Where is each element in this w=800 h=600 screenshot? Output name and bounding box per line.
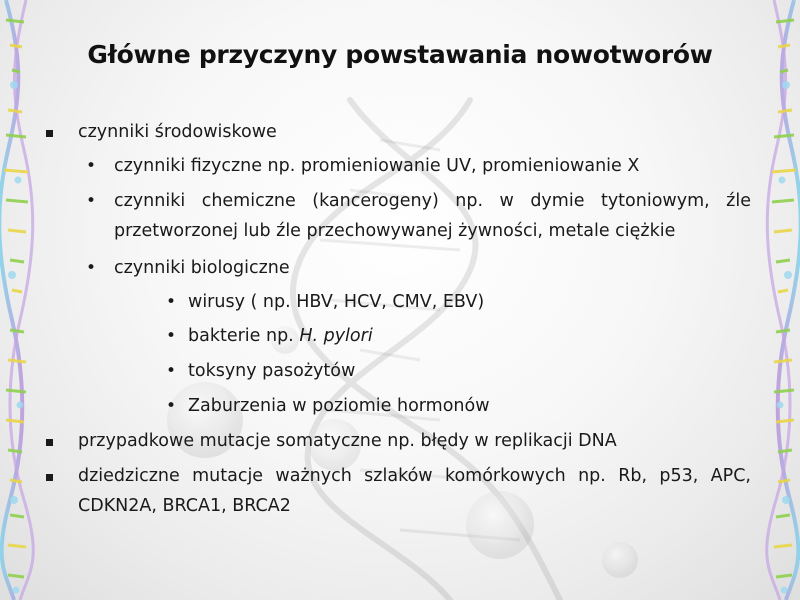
list-item (166, 323, 751, 349)
list-item (46, 463, 751, 521)
round-bullet-icon: • (166, 396, 177, 416)
right-dna-strand (767, 0, 800, 600)
list-item (166, 289, 751, 315)
bacteria-label: bakterie np. (188, 326, 300, 346)
item-viruses: wirusy ( np. HBV, HCV, CMV, EBV) (188, 292, 485, 312)
item-environmental-factors: czynniki środowiskowe (78, 122, 277, 142)
item-chemical-factors: czynniki chemiczne (kancerogeny) np. w dymie tytoniowym, źle przetworzonej lub źle przechowywanej żywności, metale ciężkie (114, 191, 751, 241)
round-bullet-icon: • (86, 156, 97, 176)
square-bullet-icon (46, 474, 53, 481)
square-bullet-icon (46, 439, 53, 446)
item-hormone-disorders: Zaburzenia w poziomie hormonów (188, 396, 490, 416)
round-bullet-icon: • (86, 258, 97, 278)
item-physical-factors: czynniki fizyczne np. promieniowanie UV, promieniowanie X (114, 156, 640, 176)
round-bullet-icon: • (166, 292, 177, 312)
left-dna-strand (0, 0, 33, 600)
slide-title: Główne przyczyny powstawania nowotworów (87, 40, 713, 69)
item-somatic-mutations: przypadkowe mutacje somatyczne np. błędy w replikacji DNA (78, 431, 617, 451)
item-parasite-toxins: toksyny pasożytów (188, 361, 356, 381)
bacteria-name: H. pylori (299, 326, 373, 346)
item-bacteria (188, 323, 751, 349)
square-bullet-icon (46, 130, 53, 137)
list-item (86, 153, 751, 179)
item-biological-factors: czynniki biologiczne (114, 258, 290, 278)
round-bullet-icon: • (166, 361, 177, 381)
item-hereditary-mutations: dziedziczne mutacje ważnych szlaków komórkowych np. Rb, p53, APC, CDKN2A, BRCA1, BRCA2 (78, 466, 751, 516)
list-item (46, 119, 751, 145)
list-item (166, 393, 751, 419)
round-bullet-icon: • (86, 191, 97, 211)
list-item (166, 358, 751, 384)
list-item (86, 188, 751, 246)
round-bullet-icon: • (166, 326, 177, 346)
list-item (46, 428, 751, 454)
list-item (86, 255, 751, 281)
